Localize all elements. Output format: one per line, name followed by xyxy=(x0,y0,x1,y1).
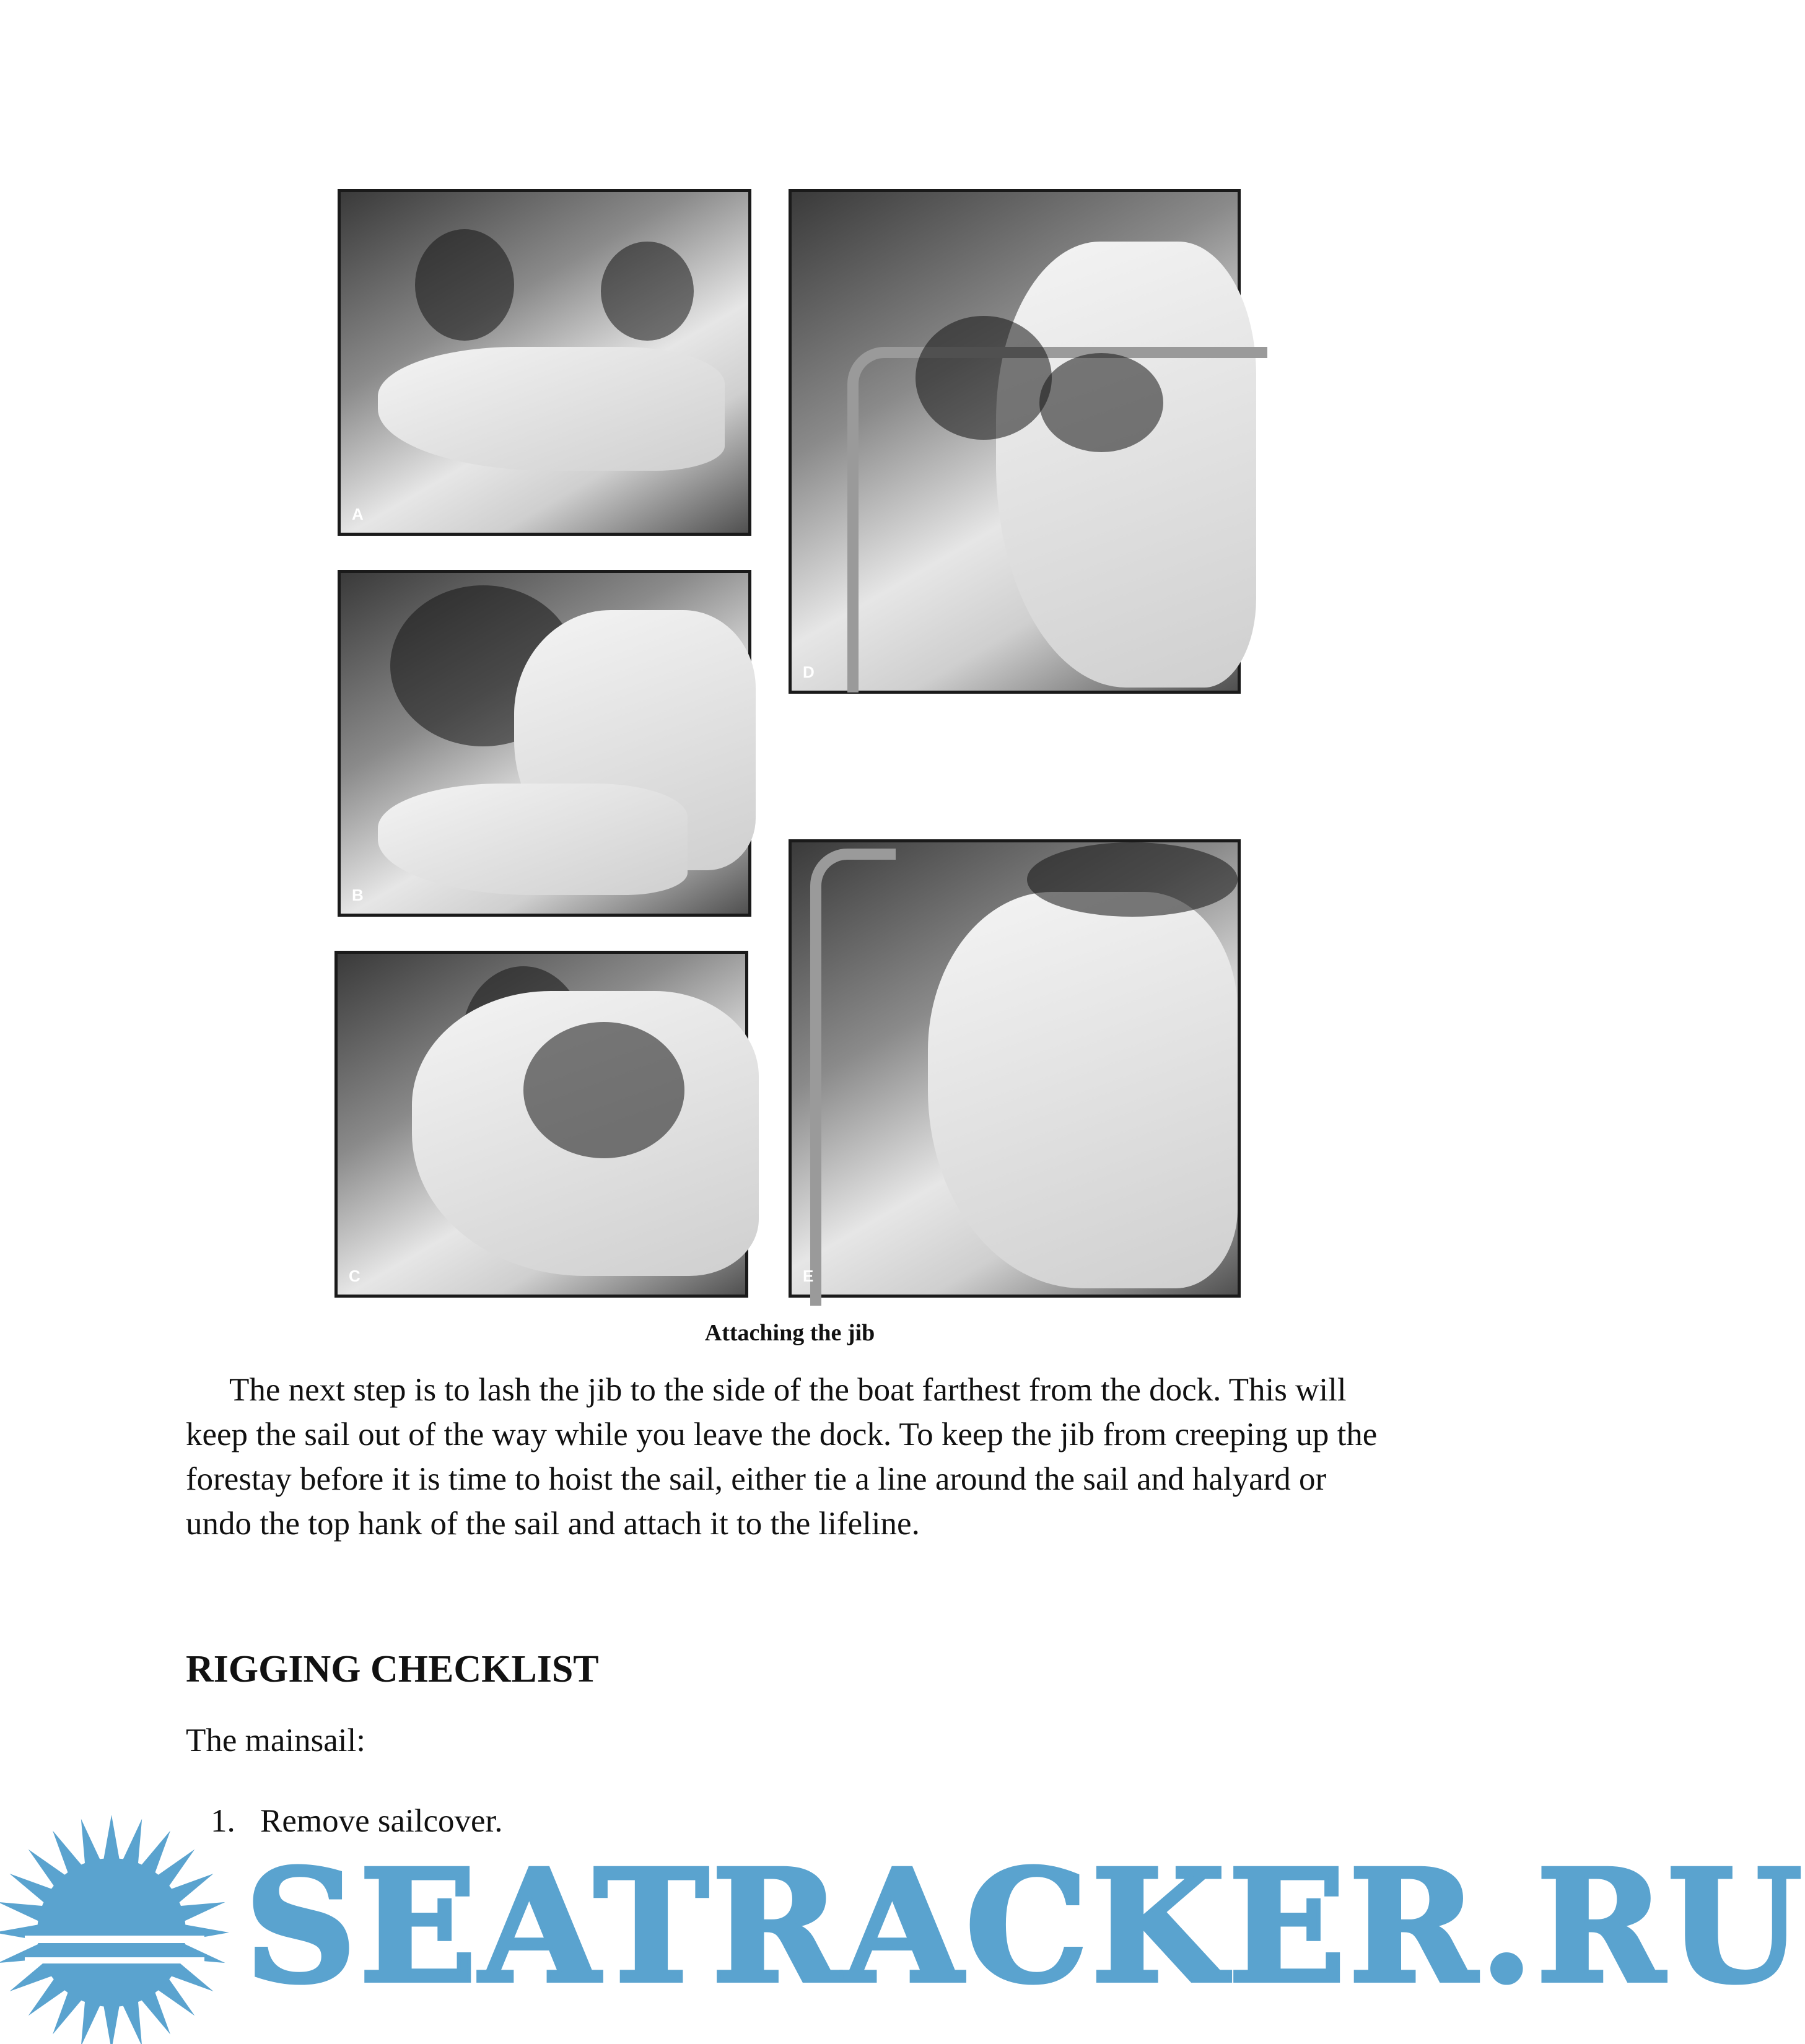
panel-letter: A xyxy=(352,505,364,523)
photo-panel-d xyxy=(789,189,1241,694)
body-paragraph: The next step is to lash the jib to the side of the boat farthest from the dock. This will keep the sail out of the way while you leave the dock. To keep the jib from creeping up the forestay before it is time to hoist the sail, either tie a line around the sail and halyard or undo the top hank of the sail and attach it to the lifeline. xyxy=(186,1372,1378,1542)
panel-letter: B xyxy=(352,886,364,904)
section-heading: RIGGING CHECKLIST xyxy=(186,1648,599,1690)
figure-caption: Attaching the jib xyxy=(704,1320,875,1346)
watermark-text: SEATRACKER.RU xyxy=(245,1835,1805,2017)
list-item-number: 1. xyxy=(211,1803,235,1839)
panel-letter: C xyxy=(349,1267,361,1285)
panel-letter: D xyxy=(803,663,815,681)
section-subheading: The mainsail: xyxy=(186,1723,365,1758)
sun-ray xyxy=(103,1815,121,1865)
list-item-text: Remove sailcover. xyxy=(260,1803,503,1839)
photo-panel-c xyxy=(334,951,748,1298)
photo-panel-b xyxy=(338,570,751,917)
photo-panel-e xyxy=(789,839,1241,1298)
panel-letter: E xyxy=(803,1267,814,1285)
photo-panel-a xyxy=(338,189,751,536)
